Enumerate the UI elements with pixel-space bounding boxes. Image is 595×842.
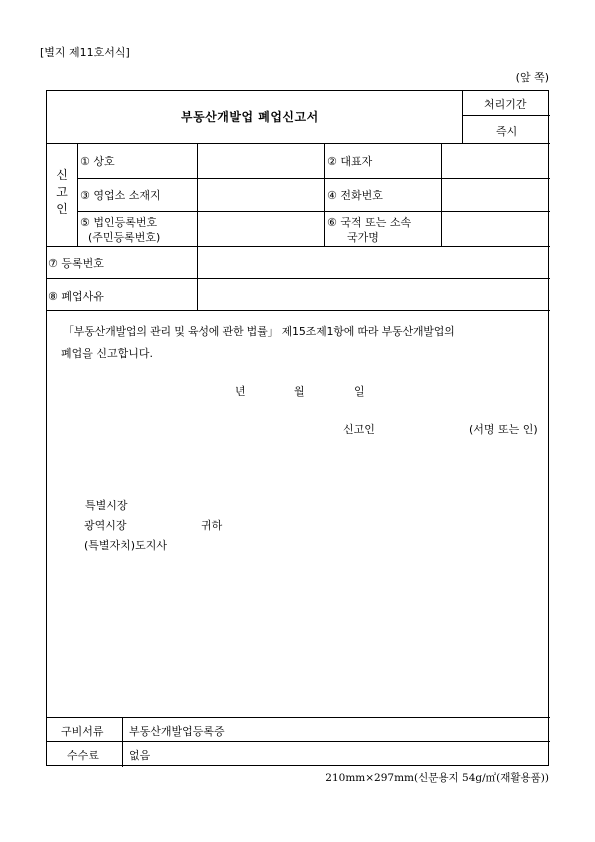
processing-period-label: 처리기간 <box>484 98 527 111</box>
business-name-input[interactable] <box>198 144 323 178</box>
field-representative-label: ② 대표자 <box>327 155 373 168</box>
office-address-input[interactable] <box>198 179 323 211</box>
required-docs-label: 구비서류 <box>61 725 104 738</box>
field-nationality-label: ⑥ 국적 또는 소속 <box>327 216 412 229</box>
phone-input[interactable] <box>442 179 549 211</box>
report-form <box>46 90 549 766</box>
closure-reason-input[interactable] <box>198 279 549 310</box>
statement-text-line2: 폐업을 신고합니다. <box>61 347 154 360</box>
corp-reg-number-input[interactable] <box>198 212 323 246</box>
field-closure-reason-label: ⑧ 폐업사유 <box>48 290 104 303</box>
field-nationality-label-2: 국가명 <box>347 231 379 244</box>
paper-spec: 210mm×297mm(신문용지 54g/㎡(재활용품)) <box>325 772 549 784</box>
form-number: [별지 제11호서식] <box>40 46 130 59</box>
statement-text-line1: 「부동산개발업의 관리 및 육성에 관한 법률」 제15조제1항에 따라 부동산개발업의 <box>63 325 455 338</box>
field-registration-number-label: ⑦ 등록번호 <box>48 257 104 270</box>
recipient-line1: 특별시장 <box>85 499 128 512</box>
date-day-label: 일 <box>354 385 365 398</box>
required-docs-value: 부동산개발업등록증 <box>129 725 225 738</box>
nationality-input[interactable] <box>442 212 549 246</box>
recipient-line3: (특별자치)도지사 <box>84 539 167 552</box>
field-corp-reg-number-label: ⑤ 법인등록번호 <box>80 216 158 229</box>
field-resident-reg-number-label: (주민등록번호) <box>88 231 161 244</box>
signer-label: 신고인 <box>343 423 375 436</box>
date-year-label: 년 <box>235 385 246 398</box>
page-side-label: (앞 쪽) <box>515 71 549 84</box>
fee-label: 수수료 <box>67 749 99 762</box>
signature-placeholder[interactable]: (서명 또는 인) <box>469 423 538 436</box>
recipient-line2: 광역시장 <box>84 519 127 532</box>
date-month-label: 월 <box>294 385 305 398</box>
processing-period-value: 즉시 <box>496 125 518 138</box>
field-business-name-label: ① 상호 <box>80 155 115 168</box>
representative-input[interactable] <box>442 144 549 178</box>
field-office-address-label: ③ 영업소 소재지 <box>80 189 161 202</box>
fee-value: 없음 <box>129 749 151 762</box>
field-phone-label: ④ 전화번호 <box>327 189 383 202</box>
form-title: 부동산개발업 폐업신고서 <box>181 110 319 124</box>
registration-number-input[interactable] <box>198 247 549 278</box>
recipient-honorific: 귀하 <box>201 519 223 532</box>
applicant-section-label: 신 고 인 <box>56 168 68 216</box>
